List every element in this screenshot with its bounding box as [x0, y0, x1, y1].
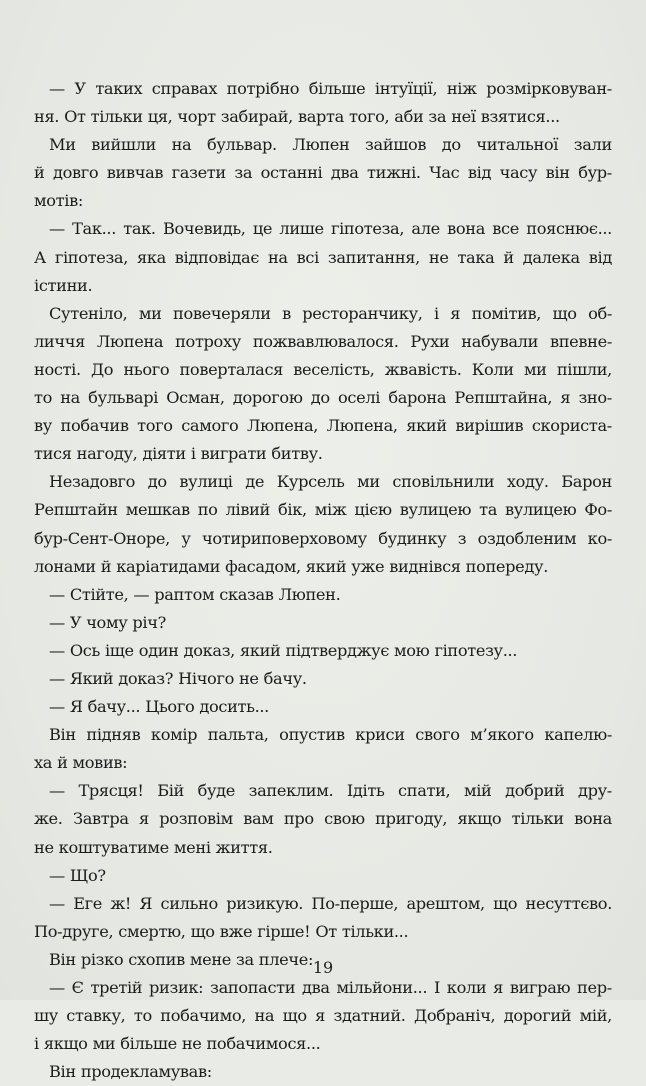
page-number: 19 [312, 958, 334, 977]
text-line: лонами й каріатидами фасадом, який уже виднівся попереду. [34, 556, 548, 576]
text-line: — Є третій ризик: запопасти два мільйони... І коли я виграю пер- [49, 978, 612, 997]
text-line: — Що? [49, 865, 106, 885]
text-line: мотів: [34, 191, 83, 211]
body-text [34, 75, 612, 1086]
text-line: — Ось іще один доказ, який підтверджує мою гіпотезу... [49, 640, 518, 660]
text-line: і якщо ми більше не побачимося... [34, 1034, 321, 1054]
text-line: й довго вивчав газети за останні два тижні. Час від часу він бур- [34, 163, 612, 183]
text-line: Репштайн мешкав по лівий бік, між цією вулицею та вулицею Фо- [34, 500, 612, 520]
text-line: По-друге, смертю, що вже гірше! От тільки... [34, 921, 409, 941]
text-line: ха й мовив: [34, 753, 128, 773]
text-line: Він підняв комір пальта, опустив криси свого м’якого капелю- [49, 725, 612, 745]
text-line: Сутеніло, ми повечеряли в ресторанчику, і я помітив, що об- [49, 303, 612, 323]
text-line: тися нагоду, діяти і виграти битву. [34, 444, 323, 464]
text-line: Він продекламував: [49, 1062, 212, 1082]
text-line: шу ставку, то побачимо, на що я здатний. Добраніч, дорогий мій, [34, 1006, 612, 1026]
text-line: — Трясця! Бій буде запеклим. Ідіть спати, мій добрий дру- [49, 781, 612, 801]
text-line: личчя Люпена потроху пожвавлювалося. Рухи набували впевне- [34, 331, 612, 351]
text-line: Ми вийшли на бульвар. Люпен зайшов до читальної зали [49, 135, 612, 155]
text-line: ву побачив того самого Люпена, Люпена, який вирішив скориста- [34, 416, 612, 436]
text-line: — Який доказ? Нічого не бачу. [49, 668, 307, 688]
text-line: — Еге ж! Я сильно ризикую. По-перше, арештом, що несуттєво. [49, 893, 612, 913]
text-line: Незадовго до вулиці де Курсель ми сповільнили ходу. Барон [49, 472, 612, 492]
text-line: — Так... так. Вочевидь, це лише гіпотеза, але вона все пояснює... [49, 219, 612, 239]
text-line: — Стійте, — раптом сказав Люпен. [49, 584, 341, 604]
text-line: — У чому річ? [49, 612, 166, 632]
text-line: істини. [34, 275, 93, 295]
text-line: — У таких справах потрібно більше інтуїції, ніж розмірковуван- [49, 79, 612, 98]
text-line: не коштуватиме мені життя. [34, 837, 273, 857]
text-line: — Я бачу... Цього досить... [49, 697, 269, 717]
text-line: ня. От тільки ця, чорт забирай, варта того, аби за неї взятися... [34, 107, 560, 127]
text-line: А гіпотеза, яка відповідає на всі запитання, не така й далека від [34, 247, 612, 267]
text-line: то на бульварі Осман, дорогою до оселі барона Репштайна, я зно- [34, 388, 612, 408]
text-line: же. Завтра я розповім вам про свою пригоду, якщо тільки вона [34, 809, 612, 829]
text-line: бур-Сент-Оноре, у чотириповерховому будинку з оздобленим ко- [34, 528, 612, 548]
text-line: Він різко схопив мене за плече: [49, 949, 314, 969]
text-line: ності. До нього поверталася веселість, жвавість. Коли ми пішли, [34, 359, 612, 379]
